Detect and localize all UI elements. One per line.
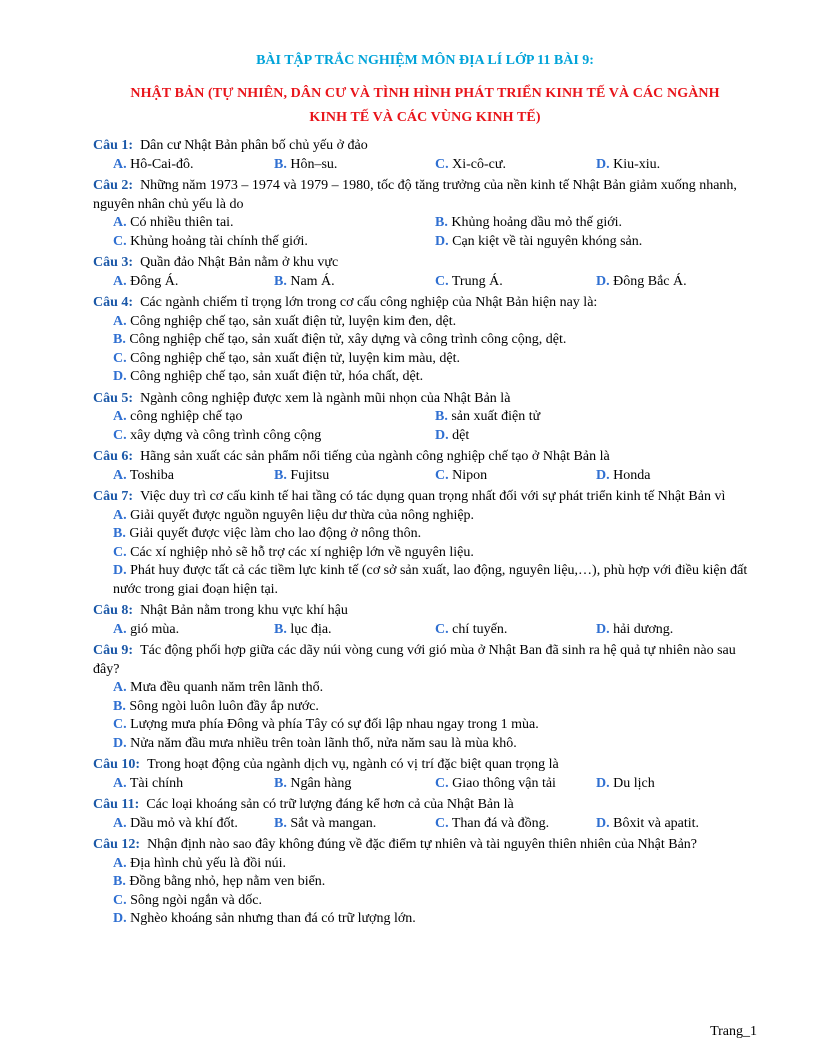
question-stem <box>93 602 757 621</box>
option-text: Các xí nghiệp nhỏ sẽ hỗ trợ các xí nghiệp lớn về nguyên liệu. <box>130 544 474 560</box>
answer-option[interactable] <box>113 369 423 384</box>
question-label: Câu 1: <box>93 138 134 153</box>
option-text: gió mùa. <box>130 621 180 637</box>
options-row <box>93 408 757 427</box>
options-line <box>93 679 757 698</box>
option-key: D. <box>113 911 127 926</box>
question-list <box>93 137 757 929</box>
option-key: C. <box>113 233 127 249</box>
answer-option[interactable] <box>435 215 622 230</box>
option-text: Mưa đều quanh năm trên lãnh thổ. <box>130 680 324 695</box>
option-text: Đồng bằng nhỏ, hẹp nằm ven biển. <box>129 874 326 889</box>
options-line <box>93 350 757 369</box>
answer-option[interactable] <box>113 874 325 889</box>
option-key: A. <box>113 313 127 329</box>
answer-option[interactable] <box>435 428 469 443</box>
options-row <box>93 775 757 794</box>
option-text: Giao thông vận tải <box>452 775 556 791</box>
option-text: Địa hình chủ yếu là đồi núi. <box>130 855 287 871</box>
options-line <box>93 313 757 332</box>
question-label: Câu 7: <box>93 489 134 504</box>
answer-option[interactable] <box>113 526 421 541</box>
option-key: C. <box>113 717 127 732</box>
options-row <box>93 427 757 446</box>
answer-option[interactable] <box>274 622 332 637</box>
option-key: D. <box>596 273 610 289</box>
option-text: Công nghiệp chế tạo, sản xuất điện tử, luyện kim màu, dệt. <box>130 350 461 366</box>
options-line <box>93 562 757 599</box>
question-9 <box>93 642 757 753</box>
answer-option[interactable] <box>596 816 699 831</box>
option-key: A. <box>113 775 127 791</box>
answer-option[interactable] <box>113 717 539 732</box>
option-text: hải dương. <box>613 621 674 637</box>
question-label: Câu 10: <box>93 757 141 772</box>
option-key: C. <box>435 156 449 172</box>
answer-option[interactable] <box>113 816 238 831</box>
option-key: B. <box>274 815 287 831</box>
option-key: B. <box>274 273 287 289</box>
question-4 <box>93 294 757 387</box>
options-line <box>93 507 757 526</box>
answer-option[interactable] <box>113 274 178 289</box>
question-text: Những năm 1973 – 1974 và 1979 – 1980, tốc độ tăng trưởng của nền kinh tế Nhật Bản giảm xuống nhanh, nguyên nhân chủ yếu là do <box>93 178 737 212</box>
question-stem <box>93 448 757 467</box>
option-text: Công nghiệp chế tạo, sản xuất điện tử, xây dựng và công trình công cộng, dệt. <box>129 332 567 347</box>
option-key: D. <box>113 735 127 751</box>
answer-option[interactable] <box>274 776 351 791</box>
option-text: Tài chính <box>129 775 184 791</box>
question-6 <box>93 448 757 485</box>
option-text: Đông Á. <box>130 273 179 289</box>
options-row <box>93 467 757 486</box>
answer-option[interactable] <box>435 776 556 791</box>
question-text: Việc duy trì cơ cấu kinh tế hai tầng có tác dụng quan trọng nhất đối với sự phát triển kinh tế Nhật Bản vì <box>140 489 726 504</box>
option-key: A. <box>113 621 127 637</box>
page-number: Trang_1 <box>710 1024 757 1039</box>
option-text: Toshiba <box>129 467 175 483</box>
question-2 <box>93 177 757 251</box>
option-key: B. <box>274 467 287 483</box>
option-text: Dầu mỏ và khí đốt. <box>130 815 238 831</box>
option-key: B. <box>113 526 126 541</box>
answer-option[interactable] <box>435 274 503 289</box>
option-text: Phát huy được tất cả các tiềm lực kinh tế (cơ sở sản xuất, lao động, nguyên liệu,…), phù hợp với điều kiện đất nước trong giai đoạn hiện tại. <box>113 563 748 597</box>
answer-option[interactable] <box>113 680 323 695</box>
option-key: A. <box>113 273 127 289</box>
option-text: Nửa năm đầu mưa nhiều trên toàn lãnh thổ, nửa năm sau là mùa khô. <box>130 735 517 751</box>
option-key: B. <box>274 621 287 637</box>
options-line <box>93 910 757 929</box>
question-text: Tác động phối hợp giữa các dãy núi vòng cung với gió mùa ở Nhật Ban đã sinh ra hệ quả tự nhiên nào sau đây? <box>93 643 736 677</box>
option-key: A. <box>113 467 127 483</box>
options-row <box>93 156 757 175</box>
option-text: lục địa. <box>290 621 332 637</box>
question-stem <box>93 177 757 214</box>
question-stem <box>93 796 757 815</box>
option-text: Đông Bắc Á. <box>613 273 687 289</box>
answer-option[interactable] <box>596 776 655 791</box>
answer-option[interactable] <box>435 468 487 483</box>
option-text: Xi-cô-cư. <box>452 156 506 172</box>
question-7 <box>93 488 757 599</box>
answer-option[interactable] <box>596 622 673 637</box>
question-text: Quần đảo Nhật Bản nằm ở khu vực <box>140 255 339 270</box>
document-subtitle <box>93 82 757 130</box>
option-key: B. <box>113 698 126 714</box>
option-key: B. <box>113 874 126 889</box>
option-text: sản xuất điện tử <box>451 409 541 424</box>
answer-option[interactable] <box>113 314 456 329</box>
option-text: Kiu-xiu. <box>613 156 661 172</box>
question-text: Nhật Bản nằm trong khu vực khí hậu <box>140 603 348 618</box>
answer-option[interactable] <box>113 622 179 637</box>
option-text: Giải quyết được nguồn nguyên liệu dư thừa của nông nghiệp. <box>130 507 475 523</box>
answer-option[interactable] <box>113 736 517 751</box>
option-key: C. <box>113 544 127 560</box>
option-key: B. <box>435 409 448 424</box>
subtitle-line-1: NHẬT BẢN (TỰ NHIÊN, DÂN CƯ VÀ TÌNH HÌNH PHÁT TRIỂN KINH TẾ VÀ CÁC NGÀNH <box>130 86 720 101</box>
option-key: C. <box>113 350 127 366</box>
question-label: Câu 12: <box>93 837 141 852</box>
answer-option[interactable] <box>113 856 286 871</box>
option-key: B. <box>435 215 448 230</box>
option-key: C. <box>435 621 449 637</box>
answer-option[interactable] <box>435 816 549 831</box>
options-line <box>93 331 757 350</box>
option-text: Sông ngòi ngắn và dốc. <box>130 892 262 908</box>
option-key: B. <box>274 156 287 172</box>
option-text: Lượng mưa phía Đông và phía Tây có sự đối lập nhau ngay trong 1 mùa. <box>130 717 539 732</box>
option-key: C. <box>435 815 449 831</box>
answer-option[interactable] <box>435 409 540 424</box>
answer-option[interactable] <box>113 428 321 443</box>
question-11 <box>93 796 757 833</box>
option-key: A. <box>113 156 127 172</box>
question-text: Nhận định nào sao đây không đúng về đặc điểm tự nhiên và tài nguyên thiên nhiên của Nhật Bản? <box>147 837 698 852</box>
options-row <box>93 621 757 640</box>
question-label: Câu 4: <box>93 295 134 310</box>
options-line <box>93 544 757 563</box>
answer-option[interactable] <box>113 234 308 249</box>
answer-option[interactable] <box>596 157 660 172</box>
options-row <box>93 273 757 292</box>
option-text: Công nghiệp chế tạo, sản xuất điện tử, luyện kim đen, dệt. <box>130 313 457 329</box>
option-text: Bôxit và apatit. <box>613 815 700 831</box>
option-text: dệt <box>452 427 470 443</box>
option-key: D. <box>596 621 610 637</box>
question-label: Câu 11: <box>93 797 140 812</box>
answer-option[interactable] <box>113 215 234 230</box>
question-text: Ngành công nghiệp được xem là ngành mũi nhọn của Nhật Bản là <box>140 390 511 406</box>
option-key: D. <box>435 233 449 249</box>
option-key: A. <box>113 215 127 230</box>
option-text: Sắt và mangan. <box>290 815 377 831</box>
question-stem <box>93 488 757 507</box>
option-key: C. <box>435 467 449 483</box>
answer-option[interactable] <box>596 468 650 483</box>
question-8 <box>93 602 757 639</box>
question-stem <box>93 836 757 855</box>
option-text: Hôn–su. <box>290 156 338 172</box>
option-key: A. <box>113 815 127 831</box>
option-key: A. <box>113 855 127 871</box>
answer-option[interactable] <box>113 468 174 483</box>
question-text: Hãng sản xuất các sản phẩm nổi tiếng của ngành công nghiệp chế tạo ở Nhật Bản là <box>140 449 610 464</box>
question-stem <box>93 390 757 409</box>
option-key: D. <box>596 467 610 483</box>
answer-option[interactable] <box>274 816 376 831</box>
question-1 <box>93 137 757 174</box>
question-stem <box>93 137 757 156</box>
answer-option[interactable] <box>596 274 687 289</box>
question-5 <box>93 390 757 446</box>
option-text: Công nghiệp chế tạo, sản xuất điện tử, hóa chất, dệt. <box>130 369 424 384</box>
question-text: Các ngành chiếm tỉ trọng lớn trong cơ cấu công nghiệp của Nhật Bản hiện nay là: <box>140 295 598 310</box>
option-key: A. <box>113 507 127 523</box>
option-text: Nipon <box>452 467 488 483</box>
option-text: Sông ngòi luôn luôn đầy ắp nước. <box>129 698 319 714</box>
option-text: Cạn kiệt về tài nguyên khóng sản. <box>452 233 643 249</box>
option-key: B. <box>113 332 126 347</box>
options-row <box>93 233 757 252</box>
option-key: D. <box>596 815 610 831</box>
option-text: Khủng hoảng dầu mỏ thế giới. <box>451 215 623 230</box>
answer-option[interactable] <box>274 157 337 172</box>
option-text: Giải quyết được việc làm cho lao động ở nông thôn. <box>129 526 422 541</box>
answer-option[interactable] <box>274 274 335 289</box>
options-line <box>93 525 757 544</box>
option-text: Ngân hàng <box>290 775 352 791</box>
answer-option[interactable] <box>435 622 507 637</box>
question-3 <box>93 254 757 291</box>
option-text: xây dựng và công trình công cộng <box>130 427 322 443</box>
answer-option[interactable] <box>113 911 416 926</box>
options-line <box>93 735 757 754</box>
question-label: Câu 9: <box>93 643 134 658</box>
question-label: Câu 6: <box>93 449 134 464</box>
question-label: Câu 8: <box>93 603 134 618</box>
option-text: Than đá và đồng. <box>451 815 550 831</box>
option-text: Du lịch <box>613 775 655 791</box>
answer-option[interactable] <box>113 776 183 791</box>
question-stem <box>93 254 757 273</box>
option-text: Hô-Cai-đô. <box>130 156 194 172</box>
options-line <box>93 716 757 735</box>
option-key: D. <box>113 369 127 384</box>
option-key: C. <box>113 427 127 443</box>
option-key: D. <box>596 156 610 172</box>
subtitle-line-2: KINH TẾ VÀ CÁC VÙNG KINH TẾ) <box>309 110 541 125</box>
option-key: D. <box>596 775 610 791</box>
question-label: Câu 2: <box>93 178 134 193</box>
option-key: D. <box>435 427 449 443</box>
question-12 <box>93 836 757 929</box>
option-text: chí tuyến. <box>452 621 508 637</box>
question-text: Dân cư Nhật Bản phân bố chủ yếu ở đảo <box>140 138 368 153</box>
options-line <box>93 855 757 874</box>
option-text: Khủng hoảng tài chính thế giới. <box>130 233 308 249</box>
option-text: Có nhiều thiên tai. <box>130 215 234 230</box>
question-stem <box>93 756 757 775</box>
option-key: A. <box>113 680 127 695</box>
options-line <box>93 368 757 387</box>
answer-option[interactable] <box>113 545 474 560</box>
option-key: C. <box>435 273 449 289</box>
question-stem <box>93 294 757 313</box>
question-stem <box>93 642 757 679</box>
question-10 <box>93 756 757 793</box>
option-text: Trung Á. <box>451 273 503 289</box>
option-key: D. <box>113 563 127 578</box>
question-text: Các loại khoáng sản có trữ lượng đáng kể hơn cả của Nhật Bản là <box>146 797 514 812</box>
answer-option[interactable] <box>113 157 194 172</box>
option-text: Nam Á. <box>290 273 335 289</box>
answer-option[interactable] <box>435 157 506 172</box>
answer-option[interactable] <box>113 332 566 347</box>
answer-option[interactable] <box>113 893 262 908</box>
option-text: Nghèo khoáng sản nhưng than đá có trữ lượng lớn. <box>130 911 416 926</box>
option-text: Fujitsu <box>290 467 330 483</box>
document-title: BÀI TẬP TRẮC NGHIỆM MÔN ĐỊA LÍ LỚP 11 BÀI 9: <box>256 53 594 68</box>
question-text: Trong hoạt động của ngành dịch vụ, ngành có vị trí đặc biệt quan trọng là <box>147 757 559 772</box>
answer-option[interactable] <box>113 699 319 714</box>
answer-option[interactable] <box>274 468 329 483</box>
option-key: B. <box>274 775 287 791</box>
question-label: Câu 5: <box>93 390 134 406</box>
options-row <box>93 815 757 834</box>
option-text: Honda <box>613 467 651 483</box>
option-text: công nghiệp chế tạo <box>130 409 243 424</box>
options-line <box>93 873 757 892</box>
answer-option[interactable] <box>113 563 747 597</box>
answer-option[interactable] <box>113 351 460 366</box>
document-page <box>93 52 757 932</box>
options-line <box>93 698 757 717</box>
question-label: Câu 3: <box>93 255 134 270</box>
options-line <box>93 892 757 911</box>
option-key: C. <box>113 892 127 908</box>
option-key: A. <box>113 409 127 424</box>
options-row <box>93 214 757 233</box>
answer-option[interactable] <box>113 508 474 523</box>
answer-option[interactable] <box>113 409 242 424</box>
option-key: C. <box>435 775 449 791</box>
answer-option[interactable] <box>435 234 642 249</box>
